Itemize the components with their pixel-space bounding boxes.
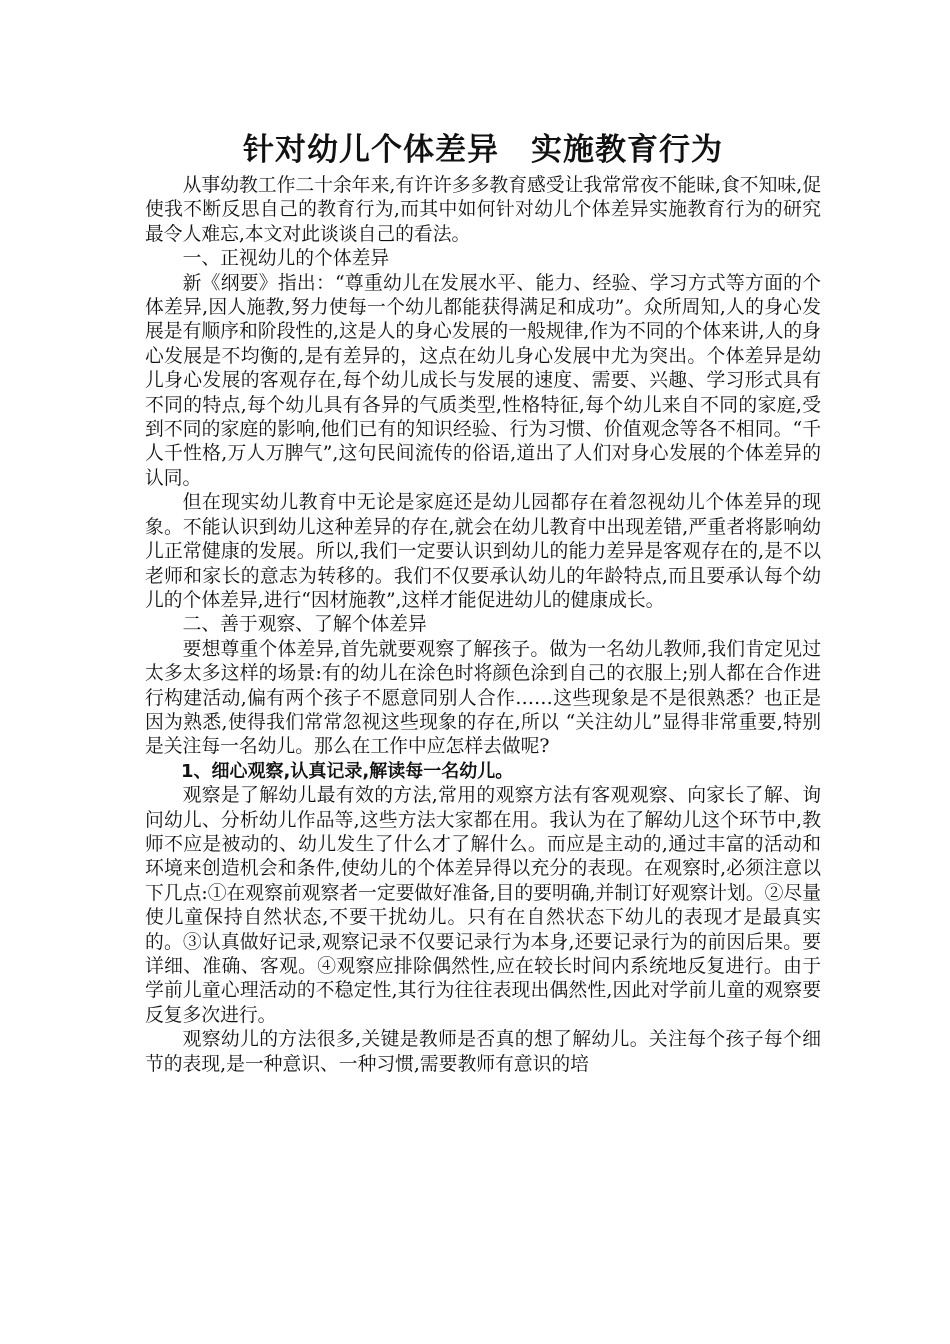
paragraph-observation-method: 观察是了解幼儿最有效的方法,常用的观察方法有客观观察、向家长了解、询问幼儿、分析幼儿作品等,这些方法大家都在用。我认为在了解幼儿这个环节中,教师不应是被动的、幼儿发生了什么才了解什么。而应是主动的,通过丰富的活动和环境来创造机会和条件,使幼儿的个体差异得以充分的表现。在观察时,必须注意以下几点:①在观察前观察者一定要做好准备,目的要明确,并制订好观察计划。②尽量使儿童保持自然状态,不要干扰幼儿。只有在自然状态下幼儿的表现才是最真实的。③认真做好记录,观察记录不仅要记录行为本身,还要记录行为的前因后果。要详细、准确、客观。④观察应排除偶然性,应在较长时间内系统地反复进行。由于学前儿童心理活动的不稳定性,其行为往往表现出偶然性,因此对学前儿童的观察要反复多次进行。 — [145, 785, 821, 1026]
page-title: 针对幼儿个体差异 实施教育行为 — [243, 132, 723, 168]
section-heading-1: 一、正视幼儿的个体差异 — [182, 248, 390, 270]
section-heading-2: 二、善于观察、了解个体差异 — [182, 614, 427, 636]
paragraph-intro: 从事幼教工作二十余年来,有许许多多教育感受让我常常夜不能昧,食不知味,促使我不断反思自己的教育行为,而其中如何针对幼儿个体差异实施教育行为的研究最令人难忘,本文对此谈谈自己的看法。 — [145, 175, 821, 245]
paragraph-observation-closing: 观察幼儿的方法很多,关键是教师是否真的想了解幼儿。关注每个孩子每个细节的表现,是一种意识、一种习惯,需要教师有意识的培 — [145, 1029, 821, 1075]
paragraph-reality: 但在现实幼儿教育中无论是家庭还是幼儿园都存在着忽视幼儿个体差异的现象。不能认识到幼儿这种差异的存在,就会在幼儿教育中出现差错,严重者将影响幼儿正常健康的发展。所以,我们一定要认识到幼儿的能力差异是客观存在的,是不以老师和家长的意志为转移的。我们不仅要承认幼儿的年龄特点,而且要承认每个幼儿的个体差异,进行“因材施教”,这样才能促进幼儿的健康成长。 — [145, 492, 821, 611]
paragraph-gangyao: 新《纲要》指出：“尊重幼儿在发展水平、能力、经验、学习方式等方面的个体差异,因人施教,努力使每一个幼儿都能获得满足和成功”。众所周知,人的身心发展是有顺序和阶段性的,这是人的身心发展的一般规律,作为不同的个体来讲,人的身心发展是不均衡的,是有差异的，这点在幼儿身心发展中尤为突出。个体差异是幼儿身心发展的客观存在,每个幼儿成长与发展的速度、需要、兴趣、学习形式具有不同的特点,每个幼儿具有各异的气质类型,性格特征,每个幼儿来自不同的家庭,受到不同的家庭的影响,他们已有的知识经验、行为习惯、价值观念等各不相同。“千人千性格,万人万脾气”,这句民间流传的俗语,道出了人们对身心发展的个体差异的认同。 — [145, 272, 821, 489]
document-page — [145, 130, 821, 1077]
subsection-heading-1: 1、细心观察,认真记录,解读每一名幼儿。 — [181, 760, 514, 782]
paragraph-observe-intro: 要想尊重个体差异,首先就要观察了解孩子。做为一名幼儿教师,我们肯定见过太多太多这样的场景:有的幼儿在涂色时将颜色涂到自己的衣服上;别人都在合作进行构建活动,偏有两个孩子不愿意同别人合作……这些现象是不是很熟悉？也正是因为熟悉,使得我们常常忽视这些现象的存在,所以 “关注幼儿”显得非常重要,特别是关注每一名幼儿。那么在工作中应怎样去做呢? — [145, 638, 821, 758]
